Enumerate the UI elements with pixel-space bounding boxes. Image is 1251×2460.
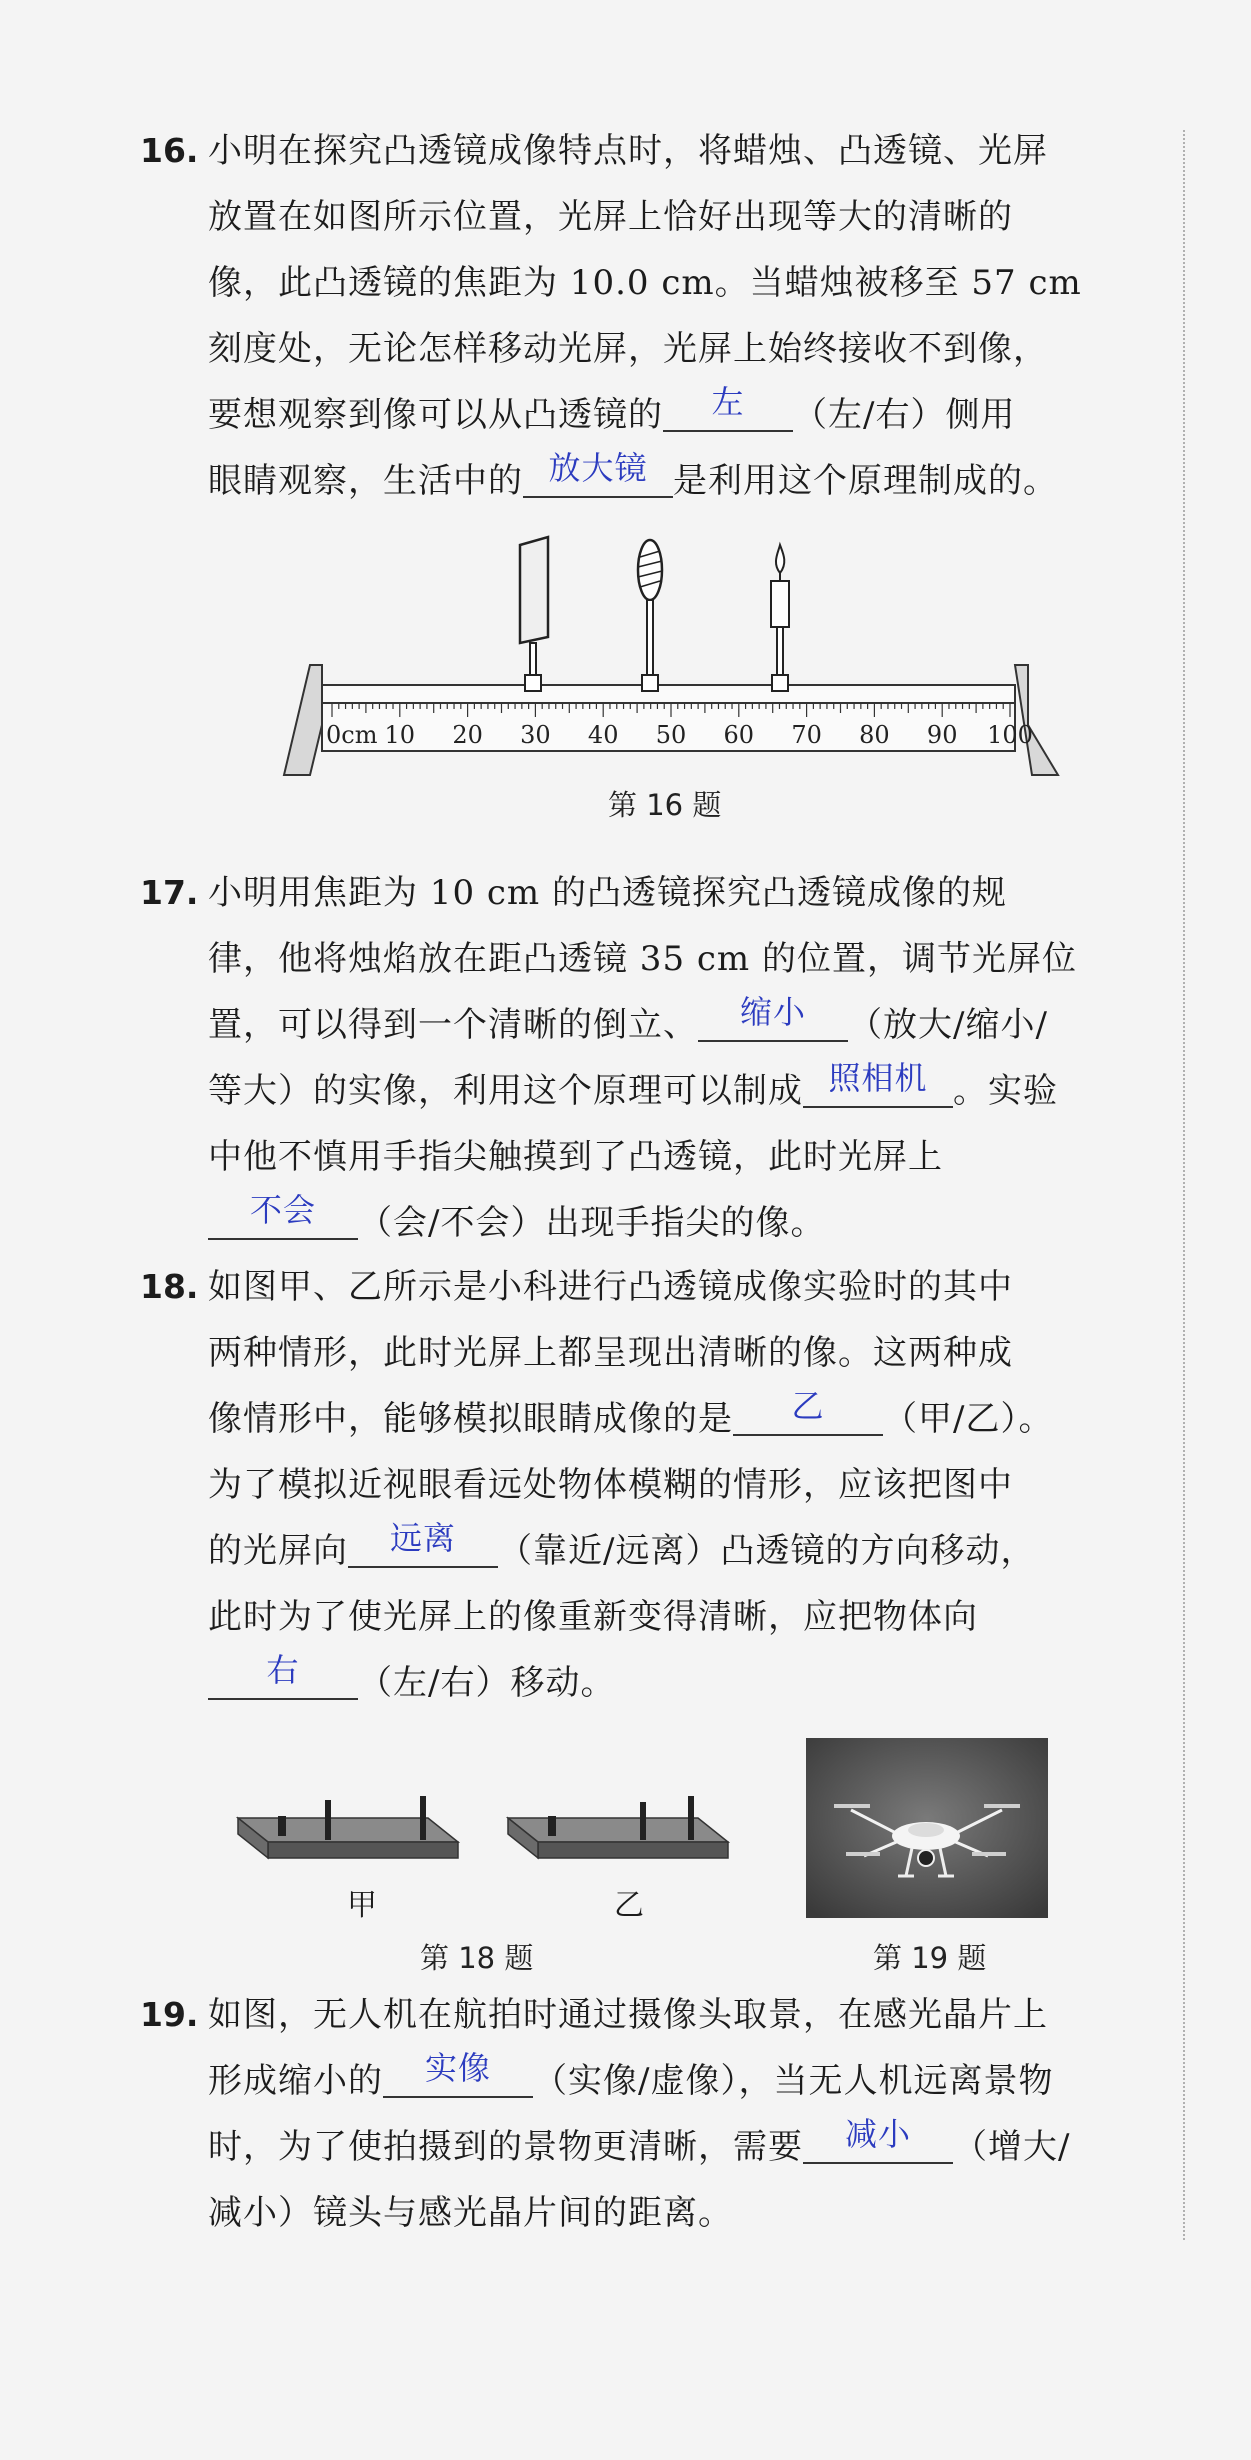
text-segment: 是利用这个原理制成的。 [673,461,1058,501]
question-number: 16. [140,131,199,170]
figure-label-jia: 甲 [347,1888,377,1923]
candle [771,545,789,691]
text-line: 两种情形，此时光屏上都呈现出清晰的像。这两种成 [208,1333,1013,1373]
handwritten-answer: 左 [711,383,745,421]
ruler-label: 20 [452,721,483,749]
text-line: 小明在探究凸透镜成像特点时，将蜡烛、凸透镜、光屏 [208,131,1048,171]
question-18 [140,1254,1145,1716]
text-line [208,992,1145,1058]
text-segment: 的光屏向 [208,1531,348,1571]
text-segment: 置，可以得到一个清晰的倒立、 [208,1005,698,1045]
figure-18-caption: 第 18 题 [420,1941,534,1975]
handwritten-answer: 减小 [844,2115,911,2153]
drone-photo [806,1738,1048,1918]
ruler-label: 40 [587,721,619,749]
question-number: 17. [140,873,199,912]
text-line: 此时为了使光屏上的像重新变得清晰，应把物体向 [208,1597,978,1637]
answer-blank[interactable] [348,1519,498,1568]
text-segment: （实像/虚像），当无人机远离景物 [533,2061,1054,2101]
text-line [208,1190,1145,1256]
answer-blank[interactable] [208,1191,358,1240]
text-line: 如图甲、乙所示是小科进行凸透镜成像实验时的其中 [208,1267,1013,1307]
text-line: 像，此凸透镜的焦距为 10.0 cm。当蜡烛被移至 57 cm [208,263,1082,303]
text-line [208,1650,1145,1716]
answer-blank[interactable] [383,2049,533,2098]
light-screen [520,537,548,691]
answer-blank[interactable] [698,993,848,1042]
question-16 [140,118,1145,514]
handwritten-answer: 放大镜 [548,449,648,487]
text-segment: （左/右）移动。 [358,1663,616,1703]
figure-16-caption: 第 16 题 [608,788,722,822]
ruler-label: 100 [987,721,1033,749]
text-segment: 像情形中，能够模拟眼睛成像的是 [208,1399,733,1439]
handwritten-answer: 不会 [249,1191,316,1229]
question-number: 18. [140,1267,199,1306]
answer-blank[interactable] [803,2115,953,2164]
figure-19-caption: 第 19 题 [873,1941,987,1975]
question-17 [140,860,1145,1256]
text-line: 小明用焦距为 10 cm 的凸透镜探究凸透镜成像的规 [208,873,1007,913]
ruler-label: 90 [926,721,958,749]
text-segment: 要想观察到像可以从凸透镜的 [208,395,663,435]
text-segment: （靠近/远离）凸透镜的方向移动， [498,1531,1036,1571]
handwritten-answer: 缩小 [739,993,806,1031]
answer-blank[interactable] [803,1059,953,1108]
text-line [208,1518,1145,1584]
text-segment: 。实验 [953,1071,1058,1111]
handwritten-answer: 远离 [389,1519,456,1557]
text-line [208,448,1145,514]
margin-dotted-line [1183,130,1185,2240]
ruler-label: 70 [791,721,822,749]
convex-lens [638,540,662,691]
text-segment: 形成缩小的 [208,2061,383,2101]
answer-blank[interactable] [523,449,673,498]
ruler-label: 10 [384,721,416,749]
text-line: 中他不慎用手指尖触摸到了凸透镜，此时光屏上 [208,1137,943,1177]
text-line: 为了模拟近视眼看远处物体模糊的情形，应该把图中 [208,1465,1013,1505]
text-segment: 等大）的实像，利用这个原理可以制成 [208,1071,803,1111]
answer-blank[interactable] [663,383,793,432]
text-line [208,2048,1145,2114]
figure-label-yi: 乙 [614,1888,644,1923]
optical-bench-figure [280,525,1060,795]
text-line: 如图，无人机在航拍时通过摄像头取景，在感光晶片上 [208,1995,1048,2035]
text-segment: （会/不会）出现手指尖的像。 [358,1203,826,1243]
answer-blank[interactable] [733,1387,883,1436]
text-line: 放置在如图所示位置，光屏上恰好出现等大的清晰的 [208,197,1013,237]
text-line [208,382,1145,448]
bench-right-foot [1015,665,1058,775]
text-line: 刻度处，无论怎样移动光屏，光屏上始终接收不到像， [208,329,1048,369]
ruler-label: 60 [723,721,755,749]
handwritten-answer: 右 [266,1651,300,1689]
handwritten-answer: 照相机 [828,1059,928,1097]
text-line: 律，他将烛焰放在距凸透镜 35 cm 的位置，调节光屏位 [208,939,1077,979]
bench-jia [238,1796,458,1858]
bench-left-foot [284,665,322,775]
handwritten-answer: 实像 [424,2049,491,2087]
text-line [208,2114,1145,2180]
text-segment: （甲/乙）。 [883,1399,1054,1439]
answer-blank[interactable] [208,1651,358,1700]
text-line [208,1386,1145,1452]
text-segment: 时，为了使拍摄到的景物更清晰，需要 [208,2127,803,2167]
text-segment: （放大/缩小/ [848,1005,1048,1045]
bench-yi [508,1796,728,1858]
text-segment: 眼睛观察，生活中的 [208,461,523,501]
ruler-label: 0cm [326,721,378,749]
ruler-label: 50 [655,721,687,749]
text-segment: （增大/ [953,2127,1071,2167]
text-line: 减小）镜头与感光晶片间的距离。 [208,2193,733,2233]
figure-18-benches [230,1780,750,1880]
question-number: 19. [140,1995,199,2034]
ruler-label: 30 [520,721,551,749]
text-line [208,1058,1145,1124]
ruler-label: 80 [859,721,890,749]
question-19 [140,1982,1145,2246]
text-segment: （左/右）侧用 [793,395,1016,435]
handwritten-answer: 乙 [791,1387,825,1425]
